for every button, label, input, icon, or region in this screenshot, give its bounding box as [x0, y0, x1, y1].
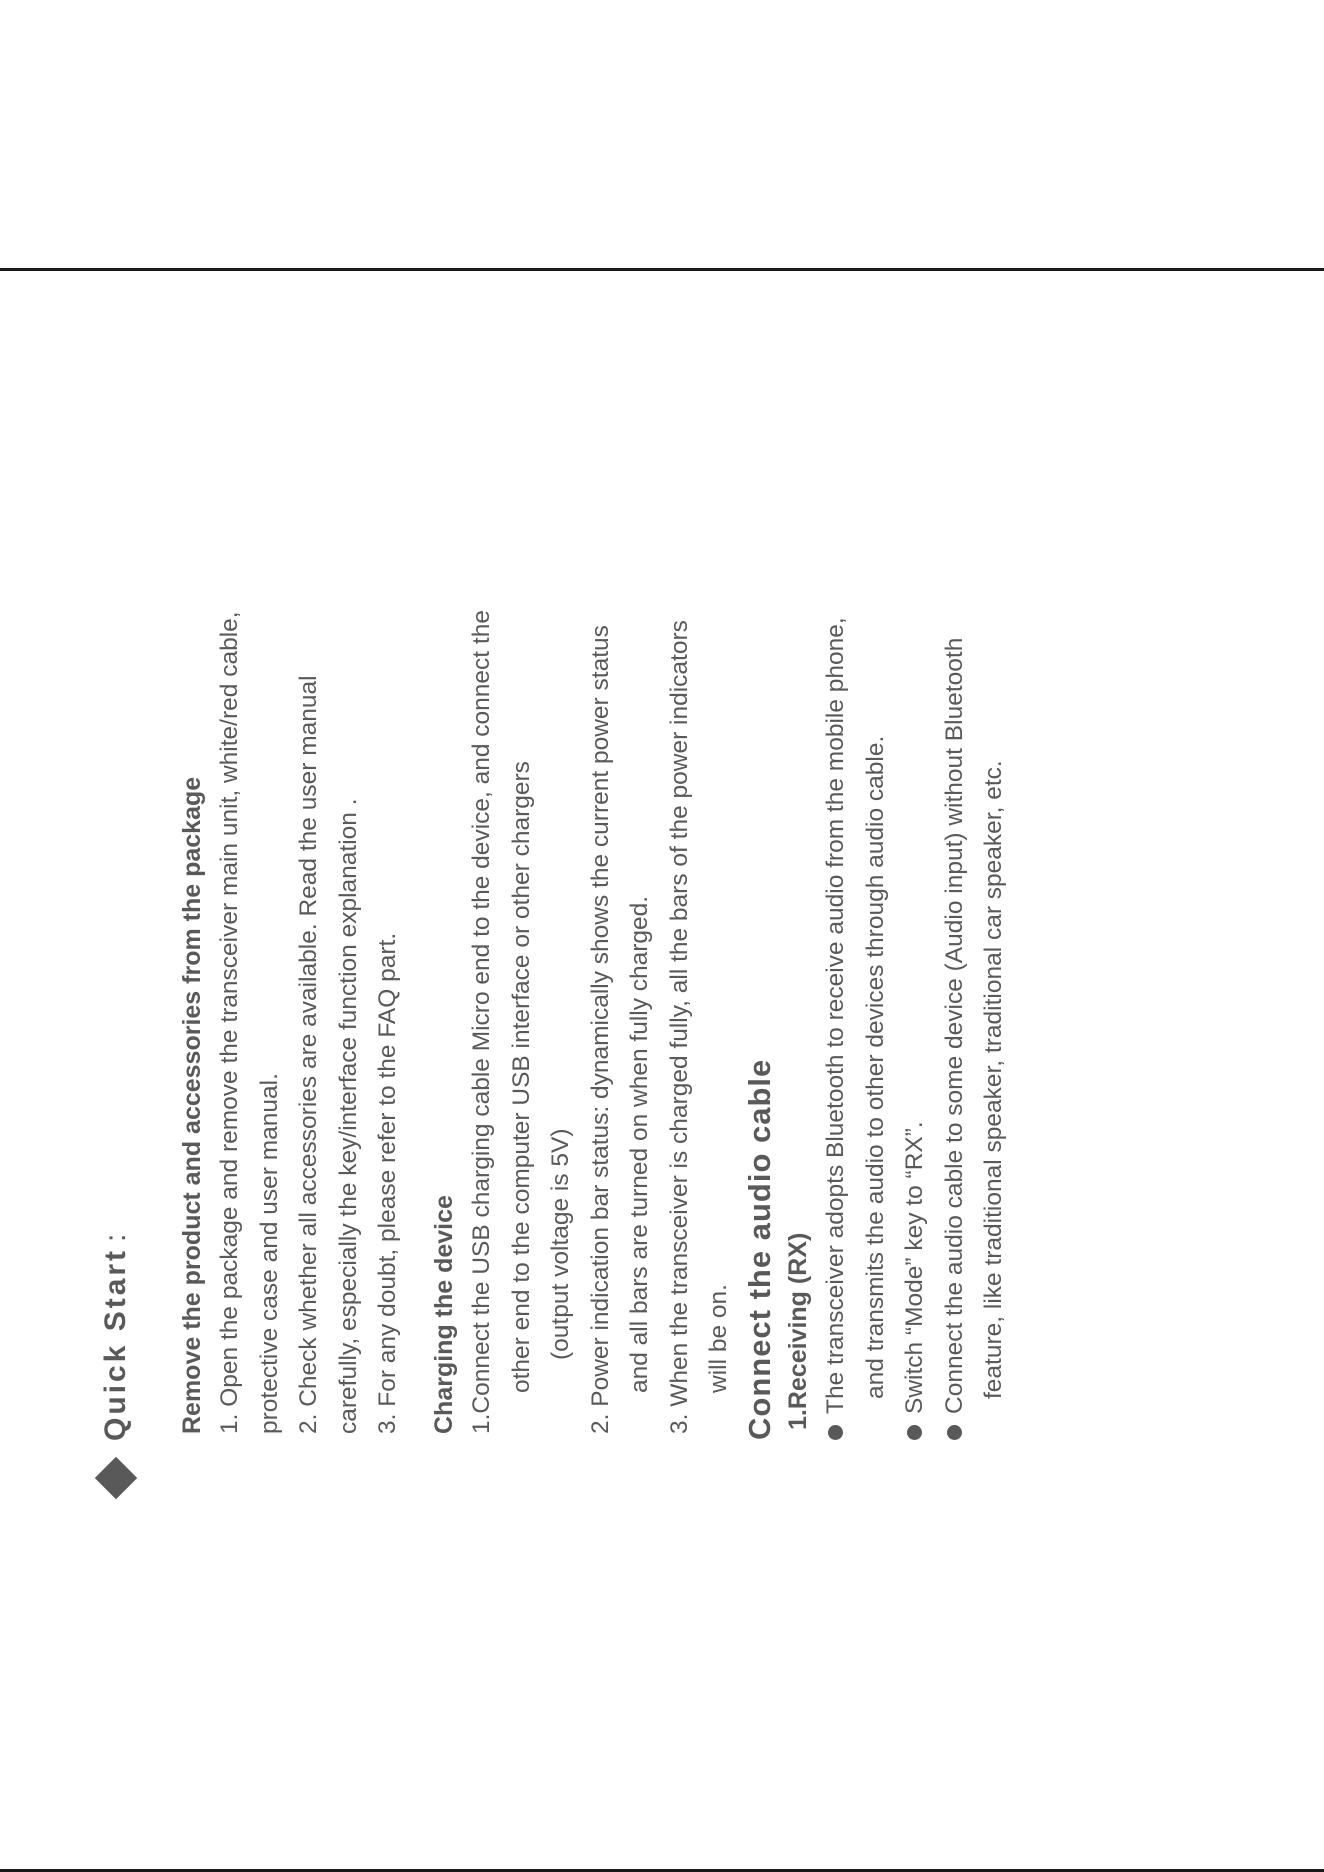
- remove-line-4: carefully, especially the key/interface function explanation .: [334, 798, 362, 1434]
- remove-section: [174, 0, 408, 1434]
- audio-bullet-3-text: Connect the audio cable to some device (Audio input) without Bluetooth: [940, 637, 968, 1414]
- remove-line-2: protective case and user manual.: [255, 1073, 283, 1434]
- audio-section: [740, 0, 1014, 1440]
- audio-bullet-1-text: The transceiver adopts Bluetooth to receive audio from the mobile phone,: [822, 617, 849, 1414]
- bullet-dot-icon: [828, 1425, 843, 1440]
- charging-line-5: and all bars are turned on when fully charged.: [626, 895, 653, 1393]
- charging-section: [426, 0, 739, 1434]
- diamond-bullet-icon: [95, 1457, 137, 1499]
- remove-line-5: 3. For any doubt, please refer to the FAQ part.: [374, 932, 401, 1434]
- charging-line-3: (output voltage is 5V): [547, 1128, 574, 1360]
- remove-line-3: 2. Check whether all accessories are available. Read the user manual: [295, 675, 322, 1434]
- remove-line-1: 1. Open the package and remove the transceiver main unit, white/red cable,: [216, 611, 243, 1434]
- charging-line-1: 1.Connect the USB charging cable Micro end to the device, and connect the: [468, 610, 495, 1434]
- bullet-dot-icon: [907, 1425, 922, 1440]
- charging-line-7: will be on.: [705, 1284, 732, 1393]
- bullet-dot-icon: [947, 1425, 962, 1440]
- audio-bullet-2: [895, 0, 935, 1440]
- manual-page-content: [92, 0, 1192, 1500]
- remove-heading: Remove the product and accessories from the package: [178, 776, 206, 1434]
- quick-start-header: [92, 1234, 140, 1500]
- audio-bullet-2-text: Switch “Mode” key to “RX”.: [901, 1121, 928, 1414]
- audio-bullet-1: [816, 0, 856, 1440]
- audio-subheading: 1.Receiving (RX): [784, 1232, 812, 1430]
- audio-bullet-1-cont: and transmits the audio to other devices through audio cable.: [861, 735, 889, 1399]
- charging-heading: Charging the device: [430, 1195, 458, 1434]
- audio-bullet-3: [935, 0, 975, 1440]
- charging-line-6: 3. When the transceiver is charged fully, all the bars of the power indicators: [665, 620, 693, 1434]
- audio-bullet-3-cont: feature, like traditional speaker, traditional car speaker, etc.: [980, 760, 1007, 1399]
- page-title: Quick Start: [99, 1247, 132, 1441]
- charging-line-2: other end to the computer USB interface or other chargers: [507, 761, 535, 1393]
- page-title-colon: :: [99, 1233, 132, 1242]
- charging-line-4: 2. Power indication bar status: dynamically shows the current power status: [586, 625, 614, 1434]
- audio-heading: Connect the audio cable: [742, 1058, 777, 1440]
